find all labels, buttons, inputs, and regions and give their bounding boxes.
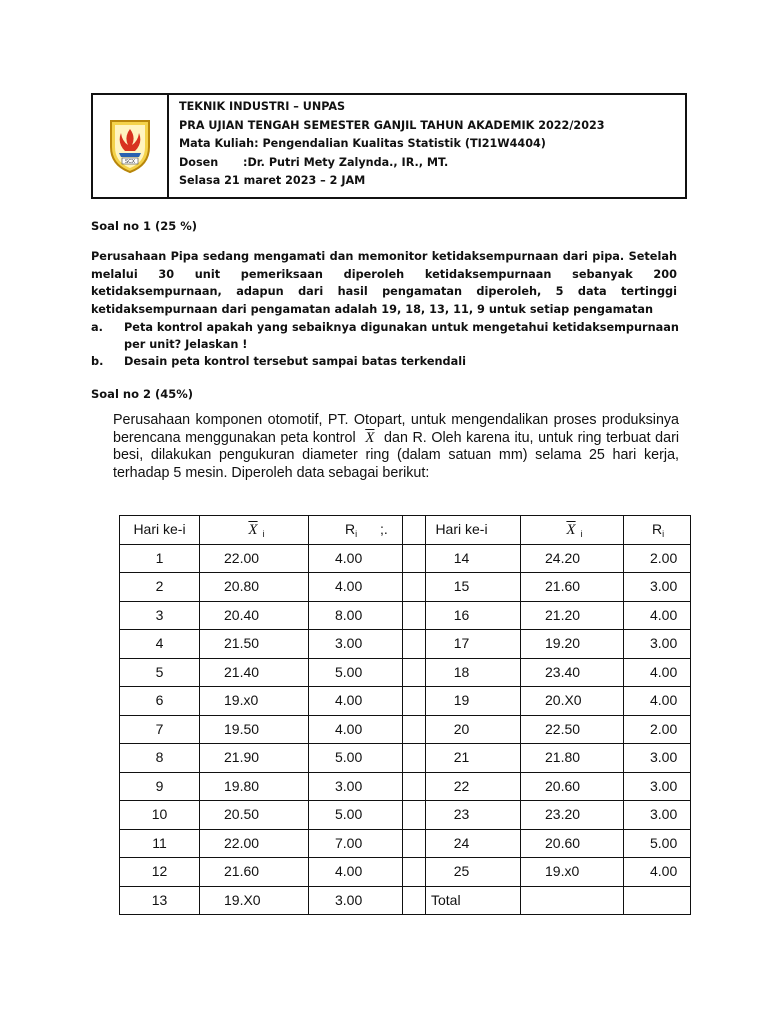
- university-logo: [101, 117, 159, 175]
- table-row: [120, 772, 426, 801]
- cell-day: 8: [120, 744, 200, 773]
- list-marker: a.: [91, 321, 103, 334]
- department: TEKNIK INDUSTRI – UNPAS: [179, 100, 346, 113]
- cell-range: 4.00: [309, 573, 426, 602]
- cell-range: 4.00: [309, 687, 426, 716]
- cell-xbar: 19.50: [200, 715, 309, 744]
- table-row: [120, 601, 426, 630]
- cell-day: 7: [120, 715, 200, 744]
- header-xbar: $\overline{X}$ $_i$: [200, 516, 309, 545]
- cell-range: 3.00: [624, 573, 691, 602]
- cell-range: 5.00: [309, 658, 426, 687]
- cell-day: 25: [403, 858, 521, 887]
- list-text: Peta kontrol apakah yang sebaiknya digunakan untuk mengetahui ketidaksempurnaan per unit? Jelaskan !: [124, 321, 679, 351]
- list-item: [91, 353, 681, 370]
- lecturer-label: Dosen: [179, 155, 219, 169]
- table-row: [403, 858, 691, 887]
- question-2-text-b: dan R. Oleh karena itu, untuk ring terbuat dari besi, dilakukan pengukuran diameter ring (dalam satuan mm) selama 25 hari kerja, terhadap 5 mesin. Diperoleh data sebagai berikut:: [113, 429, 680, 481]
- cell-day: 3: [120, 601, 200, 630]
- table-row: [403, 544, 691, 573]
- cell-xbar: 19.80: [200, 772, 309, 801]
- data-table-right: [402, 515, 691, 915]
- question-2-title: Soal no 2 (45%): [91, 387, 194, 401]
- table-row: [120, 886, 426, 915]
- cell-day: 24: [403, 829, 521, 858]
- cell-range: 5.00: [309, 801, 426, 830]
- cell-range: 3.00: [309, 630, 426, 659]
- cell-xbar: 20.60: [521, 829, 624, 858]
- table-row: [403, 658, 691, 687]
- table-row: [120, 801, 426, 830]
- cell-xbar: 21.80: [521, 744, 624, 773]
- exam-date: Selasa 21 maret 2023 – 2 JAM: [179, 174, 366, 187]
- table-header-row: [403, 516, 691, 545]
- table-row: [403, 601, 691, 630]
- logo-cell: [93, 95, 169, 197]
- cell-range: 3.00: [624, 772, 691, 801]
- cell-range: 5.00: [624, 829, 691, 858]
- cell-day: 20: [403, 715, 521, 744]
- table-row: [403, 630, 691, 659]
- list-item: [91, 319, 681, 353]
- exam-title: PRA UJIAN TENGAH SEMESTER GANJIL TAHUN AKADEMIK 2022/2023: [179, 118, 605, 132]
- question-1-list: [91, 319, 681, 370]
- cell-day: 19: [403, 687, 521, 716]
- cell-day: 5: [120, 658, 200, 687]
- cell-range: 8.00: [309, 601, 426, 630]
- cell-xbar: 19.x0: [521, 858, 624, 887]
- cell-xbar: 19.X0: [200, 886, 309, 915]
- header-range: $R_i$: [309, 516, 426, 545]
- cell-xbar: [521, 886, 624, 915]
- table-separator: ;.: [380, 521, 388, 537]
- header-range: $R_i$: [624, 516, 691, 545]
- cell-range: [624, 886, 691, 915]
- cell-day: 23: [403, 801, 521, 830]
- data-table-left: [119, 515, 426, 915]
- cell-xbar: 20.X0: [521, 687, 624, 716]
- header-xbar: $\overline{X}$ $_i$: [521, 516, 624, 545]
- cell-range: 3.00: [624, 801, 691, 830]
- table-row: [120, 744, 426, 773]
- cell-xbar: 23.20: [521, 801, 624, 830]
- cell-xbar: 20.80: [200, 573, 309, 602]
- cell-range: 4.00: [624, 858, 691, 887]
- header-text: [169, 95, 605, 197]
- question-2-text-a: Perusahaan komponen otomotif, PT. Otopart, untuk mengendalikan proses produksinya berencana menggunakan peta kontrol: [113, 412, 679, 446]
- cell-xbar: 20.60: [521, 772, 624, 801]
- course-name: Mata Kuliah: Pengendalian Kualitas Statistik (TI21W4404): [179, 137, 546, 150]
- table-row: [403, 687, 691, 716]
- cell-xbar: 20.50: [200, 801, 309, 830]
- cell-xbar: 21.20: [521, 601, 624, 630]
- cell-day: 13: [120, 886, 200, 915]
- cell-range: 4.00: [309, 715, 426, 744]
- cell-day: 14: [403, 544, 521, 573]
- cell-day: 12: [120, 858, 200, 887]
- cell-range: 4.00: [624, 601, 691, 630]
- cell-day: 1: [120, 544, 200, 573]
- cell-xbar: 20.40: [200, 601, 309, 630]
- cell-day: 2: [120, 573, 200, 602]
- cell-xbar: 21.60: [200, 858, 309, 887]
- question-1-body: Perusahaan Pipa sedang mengamati dan memonitor ketidaksempurnaan dari pipa. Setelah melalui 30 unit pemeriksaan diperoleh ketidaksempurnaan sebanyak 200 ketidaksempurnaan, adapun dari hasil pengamatan diperoleh, 5 data tertinggi ketidaksempurnaan dari pengamatan adalah 19, 18, 13, 11, 9 untuk setiap pengamatan: [91, 250, 677, 316]
- cell-day: 9: [120, 772, 200, 801]
- cell-day: 11: [120, 829, 200, 858]
- cell-range: 3.00: [309, 886, 426, 915]
- cell-range: 4.00: [624, 658, 691, 687]
- cell-xbar: 22.00: [200, 544, 309, 573]
- lecturer: [179, 154, 605, 173]
- table-row: [120, 858, 426, 887]
- table-row: [120, 687, 426, 716]
- table-row: [120, 630, 426, 659]
- cell-xbar: 19.x0: [200, 687, 309, 716]
- cell-range: 7.00: [309, 829, 426, 858]
- cell-range: 4.00: [309, 858, 426, 887]
- table-row: [120, 658, 426, 687]
- header-day: Hari ke-i: [120, 516, 200, 545]
- table-row: [403, 801, 691, 830]
- cell-range: 3.00: [309, 772, 426, 801]
- cell-day: 10: [120, 801, 200, 830]
- exam-header: [91, 93, 687, 199]
- cell-xbar: 22.00: [200, 829, 309, 858]
- table-row: [120, 544, 426, 573]
- cell-xbar: 21.60: [521, 573, 624, 602]
- cell-range: 4.00: [624, 687, 691, 716]
- cell-day: 18: [403, 658, 521, 687]
- cell-day: 16: [403, 601, 521, 630]
- table-row: [120, 829, 426, 858]
- lecturer-name: :Dr. Putri Mety Zalynda., IR., MT.: [243, 155, 449, 169]
- cell-range: 2.00: [624, 715, 691, 744]
- cell-xbar: 21.40: [200, 658, 309, 687]
- table-row: [403, 886, 691, 915]
- cell-day: Total: [403, 886, 521, 915]
- list-text: Desain peta kontrol tersebut sampai batas terkendali: [124, 355, 466, 368]
- cell-day: 22: [403, 772, 521, 801]
- svg-text:SCX: SCX: [124, 159, 136, 165]
- xbar-symbol: $\overline{X}$: [365, 429, 375, 446]
- cell-day: 15: [403, 573, 521, 602]
- table-row: [403, 715, 691, 744]
- table-row: [403, 573, 691, 602]
- cell-day: 4: [120, 630, 200, 659]
- cell-day: 6: [120, 687, 200, 716]
- table-row: [120, 573, 426, 602]
- cell-range: 5.00: [309, 744, 426, 773]
- cell-xbar: 24.20: [521, 544, 624, 573]
- header-day: Hari ke-i: [403, 516, 521, 545]
- table-row: [403, 772, 691, 801]
- list-marker: b.: [91, 355, 104, 368]
- cell-xbar: 19.20: [521, 630, 624, 659]
- table-row: [403, 829, 691, 858]
- question-1-title: Soal no 1 (25 %): [91, 219, 198, 233]
- question-2-body: [113, 412, 679, 482]
- cell-day: 17: [403, 630, 521, 659]
- cell-range: 3.00: [624, 630, 691, 659]
- cell-xbar: 21.50: [200, 630, 309, 659]
- cell-day: 21: [403, 744, 521, 773]
- cell-xbar: 22.50: [521, 715, 624, 744]
- cell-range: 4.00: [309, 544, 426, 573]
- table-row: [120, 715, 426, 744]
- cell-xbar: 23.40: [521, 658, 624, 687]
- cell-range: 3.00: [624, 744, 691, 773]
- cell-range: 2.00: [624, 544, 691, 573]
- table-row: [403, 744, 691, 773]
- cell-xbar: 21.90: [200, 744, 309, 773]
